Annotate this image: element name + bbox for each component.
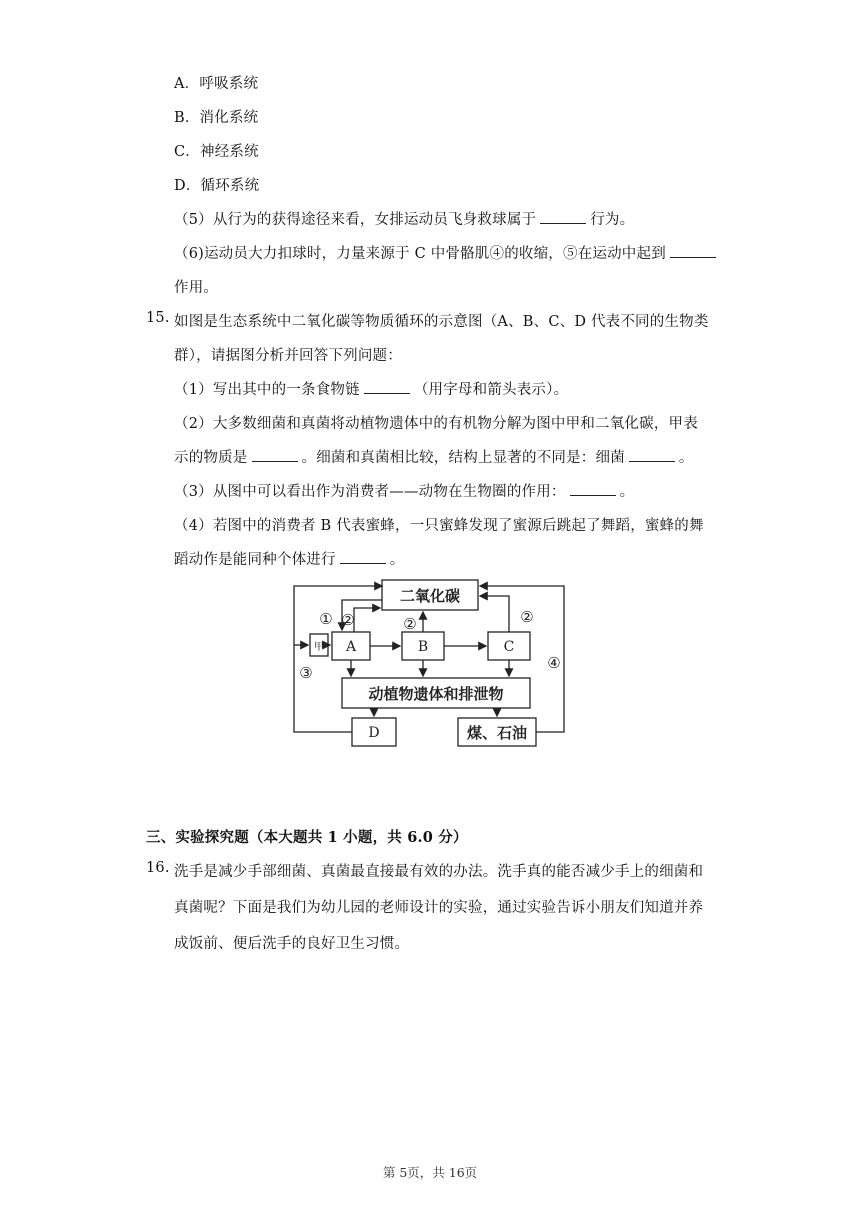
q14-sub5: [174, 208, 634, 229]
answer-blank[interactable]: [364, 379, 410, 394]
section-title: 三、实验探究题（本大题共 1 小题，共 6.0 分）: [146, 829, 468, 846]
option-d: D．循环系统: [174, 178, 260, 194]
option-b: B．消化系统: [174, 110, 259, 126]
q15-sub3: [174, 480, 634, 501]
option-c: C．神经系统: [174, 144, 259, 160]
q15-sub2-cont: [174, 446, 694, 467]
a-label: A: [345, 639, 357, 655]
q14-sub5-text: （5）从行为的获得途径来看，女排运动员飞身救球属于: [174, 212, 537, 228]
marker-1: ①: [319, 610, 333, 628]
q15-sub2-text-c: 。: [678, 450, 694, 466]
q15-sub4-text: 蹈动作是能同种个体进行: [174, 552, 336, 568]
q15-stem-cont: 群），请据图分析并回答下列问题：: [174, 348, 402, 364]
b-label: B: [417, 639, 429, 655]
q15-sub2: （2）大多数细菌和真菌将动植物遗体中的有机物分解为图中甲和二氧化碳，甲表: [174, 416, 698, 432]
answer-blank[interactable]: [629, 447, 675, 462]
q15-sub2-text-a: 示的物质是: [174, 450, 248, 466]
q15-sub3-text: （3）从图中可以看出作为消费者——动物在生物圈的作用：: [174, 484, 566, 500]
q15-sub4-cont: [174, 548, 404, 569]
q15-sub2-text-b: 。细菌和真菌相比较，结构上显著的不同是：细菌: [301, 450, 625, 466]
marker-4: ④: [547, 654, 561, 672]
q16-line-1: 洗手是减少手部细菌、真菌最直接最有效的办法。洗手真的能否减少手上的细菌和: [174, 864, 704, 880]
q15-stem: 如图是生态系统中二氧化碳等物质循环的示意图（A、B、C、D 代表不同的生物类: [174, 314, 709, 330]
q14-sub6: [174, 242, 720, 263]
carbon-cycle-diagram: [290, 578, 572, 750]
question-number-15: 15.: [146, 310, 170, 326]
coal-label: 煤、石油: [466, 724, 528, 742]
page-footer: 第 5页，共 16页: [382, 1165, 478, 1180]
q15-sub1-tail: （用字母和箭头表示）。: [413, 382, 569, 398]
q14-sub6-text: （6)运动员大力扣球时，力量来源于 C 中骨骼肌④的收缩，⑤在运动中起到: [174, 246, 666, 262]
question-number-16: 16.: [146, 860, 170, 876]
answer-blank[interactable]: [340, 549, 386, 564]
marker-3: ③: [299, 664, 313, 682]
q14-sub5-tail: 行为。: [590, 212, 635, 228]
answer-blank[interactable]: [540, 209, 586, 224]
arrow-a-co2: [354, 608, 380, 632]
answer-blank[interactable]: [570, 481, 616, 496]
q15-sub4-tail: 。: [389, 552, 405, 568]
d-label: D: [368, 725, 380, 741]
answer-blank[interactable]: [252, 447, 298, 462]
c-label: C: [503, 639, 515, 655]
q15-sub1-text: （1）写出其中的一条食物链: [174, 382, 360, 398]
q16-line-3: 成饭前、便后洗手的良好卫生习惯。: [174, 936, 410, 952]
answer-blank[interactable]: [670, 243, 716, 258]
marker-2-c: ②: [520, 608, 534, 626]
q15-sub4: （4）若图中的消费者 B 代表蜜蜂，一只蜜蜂发现了蜜源后跳起了舞蹈，蜜蜂的舞: [174, 518, 704, 534]
q14-sub6-cont: 作用。: [174, 280, 219, 296]
marker-2-b: ②: [403, 615, 417, 633]
arrow-c-co2: [480, 596, 509, 632]
q16-line-2: 真菌呢？下面是我们为幼儿园的老师设计的实验，通过实验告诉小朋友们知道并养: [174, 900, 704, 916]
q15-sub3-tail: 。: [619, 484, 635, 500]
co2-label: 二氧化碳: [399, 587, 461, 605]
remains-label: 动植物遗体和排泄物: [368, 685, 504, 703]
jia-label: 甲: [314, 642, 324, 653]
marker-2-a: ②: [341, 611, 355, 629]
q15-sub1: [174, 378, 568, 399]
option-a: A．呼吸系统: [174, 76, 259, 92]
